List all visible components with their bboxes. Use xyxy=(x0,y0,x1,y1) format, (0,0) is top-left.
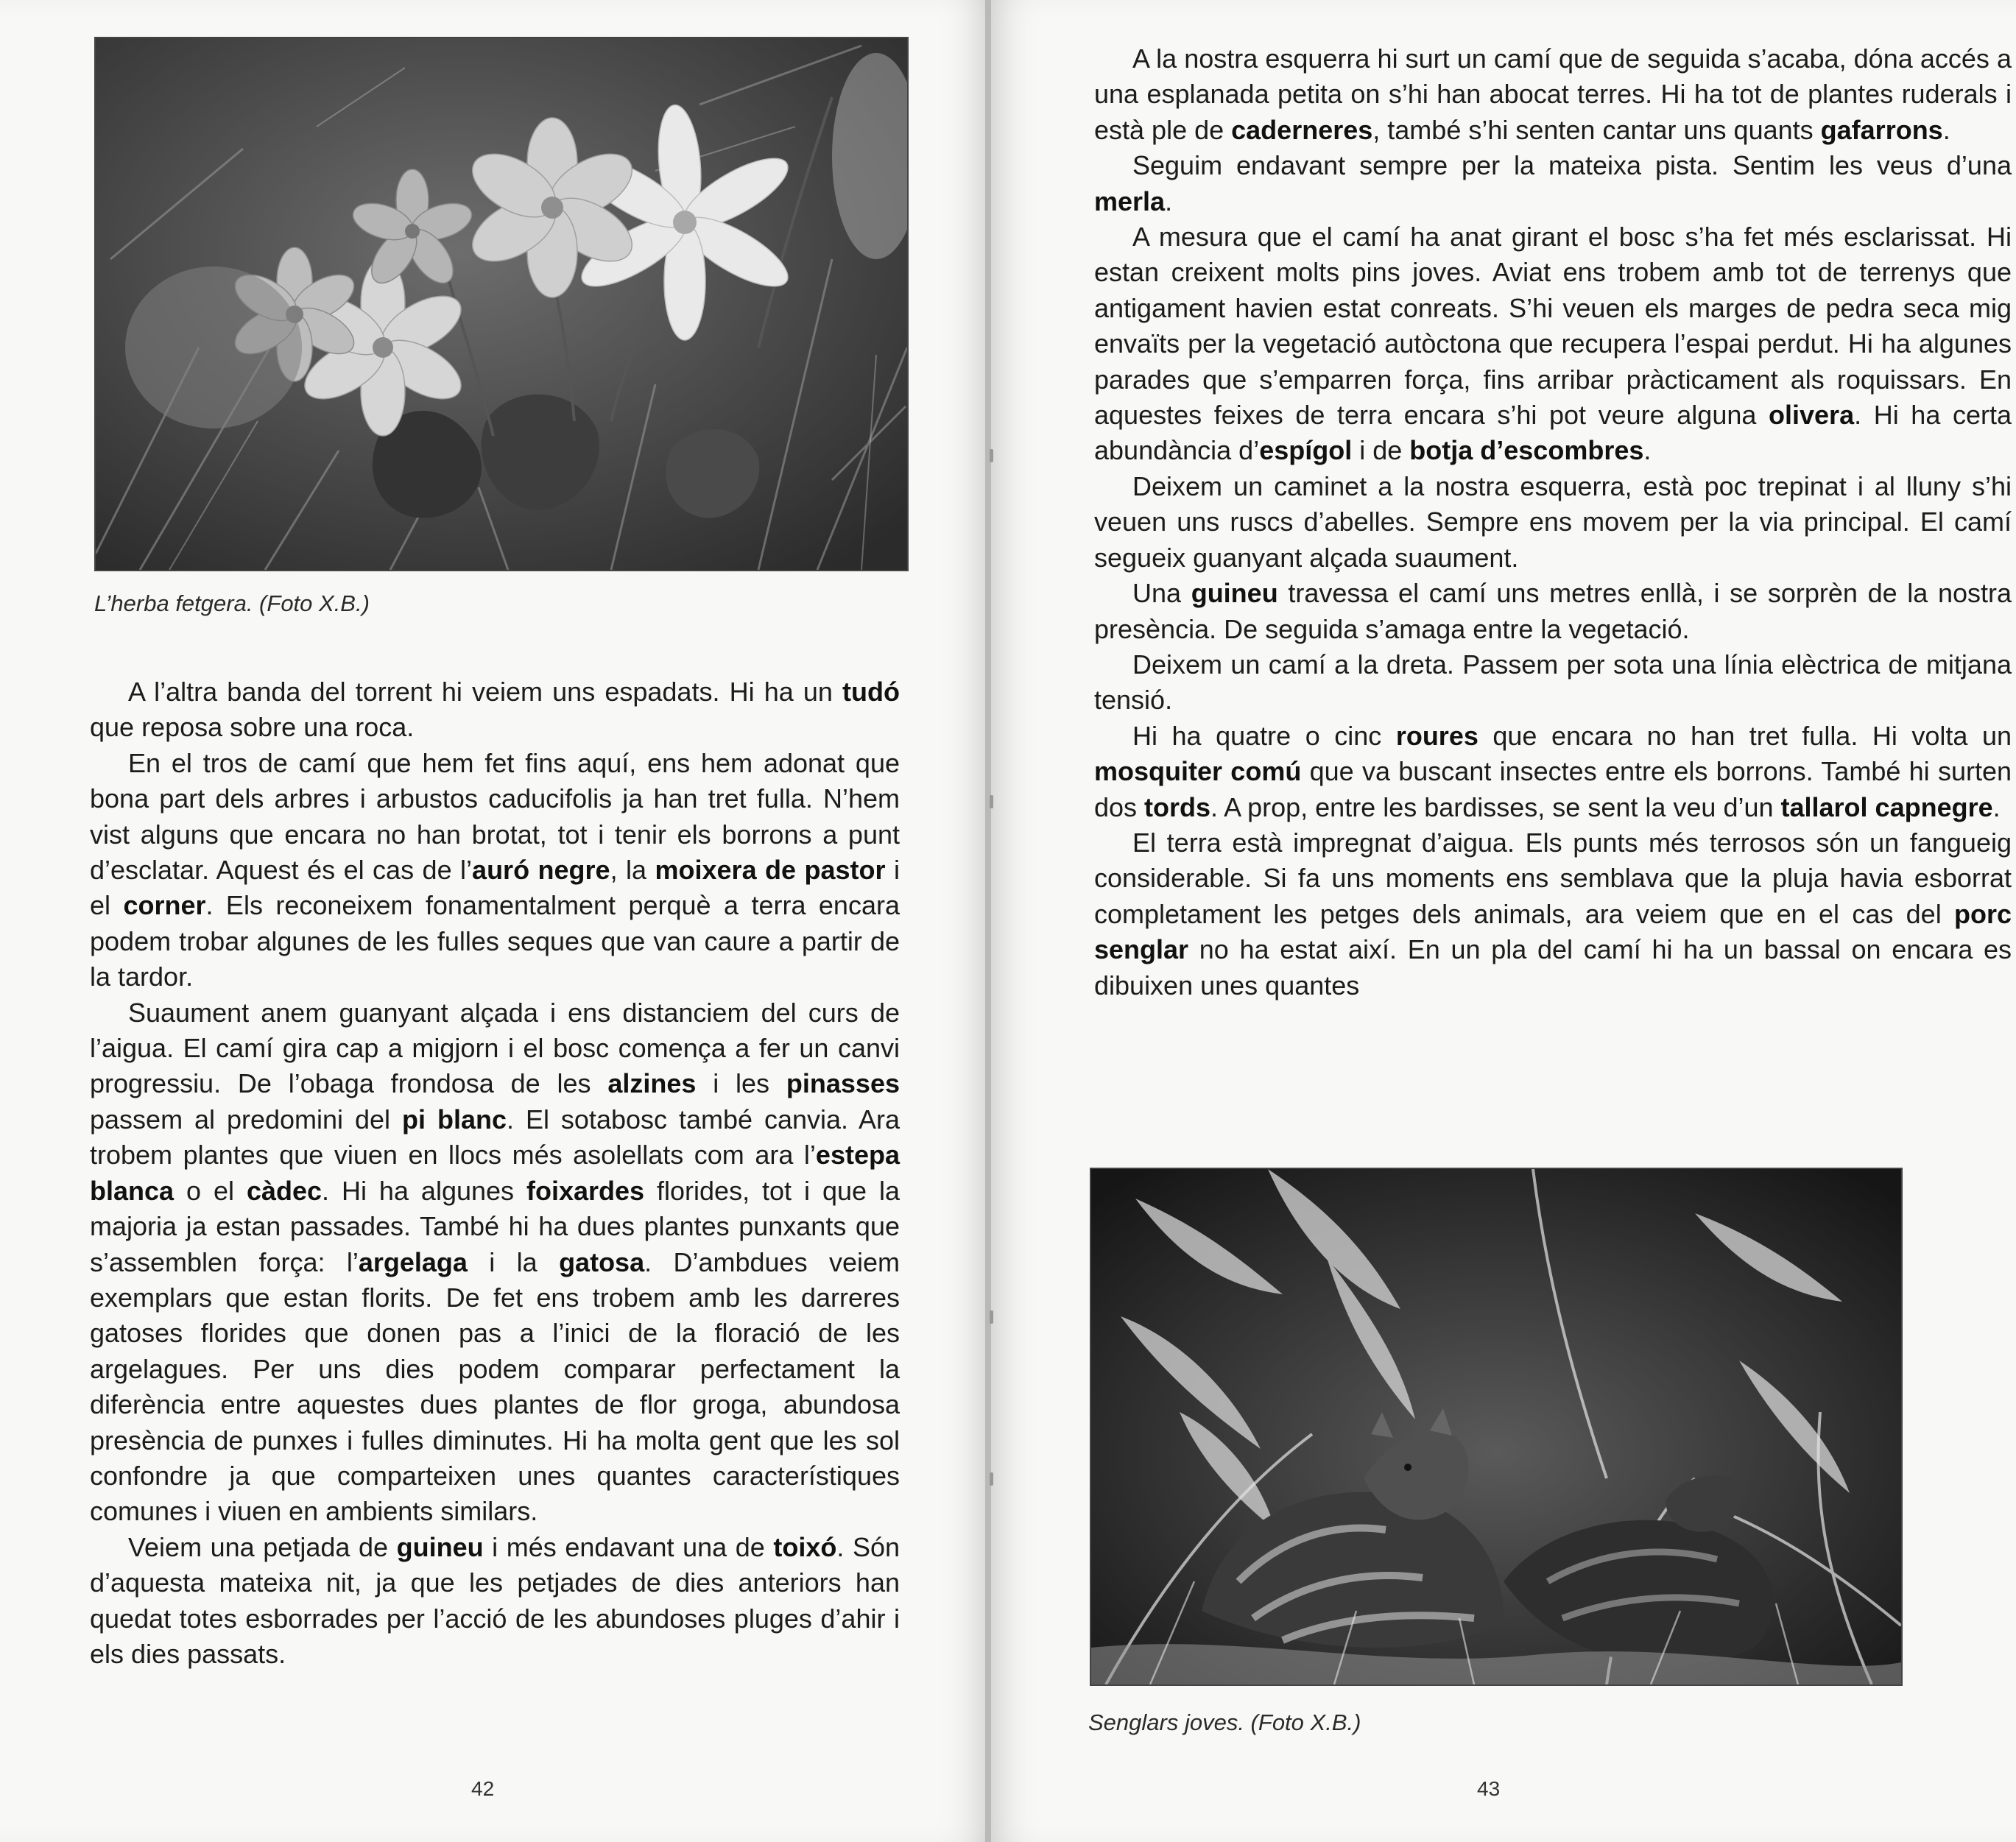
text-run: no ha estat així. En un pla del camí hi ha un bassal on encara es dibuixen unes quantes xyxy=(1094,934,2012,1001)
species-name: gatosa xyxy=(559,1246,645,1277)
text-run: Hi ha quatre o cinc xyxy=(1132,720,1396,751)
species-name: caderneres xyxy=(1231,114,1373,145)
text-run: Seguim endavant sempre per la mateixa pista. Sentim les veus d’una xyxy=(1132,150,2012,181)
binding-mark xyxy=(990,1472,993,1486)
right-page xyxy=(991,0,2016,1842)
species-name: espígol xyxy=(1259,435,1353,466)
text-run: A mesura que el camí ha anat girant el bosc s’ha fet més esclarissat. Hi estan creixent molts pins joves. Aviat ens trobem amb tot de terrenys que antigament havien estat conreats. S’hi veuen els marges de pedra seca mig envaïts per la vegetació autòctona que recupera l’espai perdut. Hi ha algunes parades que s’emparren força, fins arribar pràcticament als roquissars. En aquestes feixes de terra encara s’hi pot veure alguna xyxy=(1094,222,2012,431)
text-run: A la nostra esquerra hi surt un camí que de seguida s’acaba, dóna accés a una esplanada petita on s’hi han abocat terres. Hi ha tot de plantes ruderals i està ple de xyxy=(1094,43,2012,145)
text-run: que reposa sobre una roca. xyxy=(90,712,415,743)
wild-boar-photo-image xyxy=(1091,1169,1901,1684)
text-run: Deixem un caminet a la nostra esquerra, està poc trepinat i al lluny s’hi veuen uns ruscs d’abelles. Sempre ens movem per la via principal. El camí segueix guanyant alçada suaument. xyxy=(1094,470,2012,573)
text-run: . Hi ha algunes xyxy=(322,1175,526,1206)
species-name: corner xyxy=(123,890,206,921)
paragraph xyxy=(90,1530,900,1673)
binding-mark xyxy=(990,795,993,808)
species-name: tallarol capnegre xyxy=(1780,791,1993,822)
text-run: travessa el camí uns metres enllà, i se sorprèn de la nostra presència. De seguida s’amaga entre la vegetació. xyxy=(1094,578,2012,644)
species-name: auró negre xyxy=(472,855,610,886)
text-run: El terra està impregnat d’aigua. Els punts més terrosos són un fangueig considerable. Si fa uns moments ens semblava que la pluja havia esborrat completament les petges dels animals, ara veiem que en el cas del xyxy=(1094,827,2012,929)
species-name: tords xyxy=(1144,791,1211,822)
species-name: argelaga xyxy=(358,1246,468,1277)
text-run: que va buscant insectes entre els borrons. També hi surten dos xyxy=(1094,756,2012,822)
species-name: pi blanc xyxy=(402,1104,507,1135)
text-run: que encara no han tret fulla. Hi volta un xyxy=(1478,720,2012,751)
text-run: Veiem una petjada de xyxy=(128,1531,397,1562)
binding-mark xyxy=(990,1310,993,1324)
text-run: passem al predomini del xyxy=(90,1104,403,1135)
text-run: . xyxy=(1643,435,1652,466)
binding-mark xyxy=(990,449,993,462)
species-name: foixardes xyxy=(526,1175,645,1206)
text-run: florides, tot i que la majoria ja estan passades. També hi ha dues plantes punxants que s’assemblen força: l’ xyxy=(90,1175,900,1277)
paragraph xyxy=(1094,41,2012,148)
species-name: mosquiter comú xyxy=(1094,756,1302,787)
text-run: i les xyxy=(696,1068,786,1099)
paragraph xyxy=(1094,219,2012,469)
paragraph xyxy=(90,746,900,995)
photo-caption: L’herba fetgera. (Foto X.B.) xyxy=(94,590,370,616)
page-number: 43 xyxy=(1477,1777,1501,1800)
species-name: guineu xyxy=(1191,578,1278,609)
species-name: guineu xyxy=(396,1531,484,1562)
text-run: Deixem un camí a la dreta. Passem per sota una línia elèctrica de mitjana tensió. xyxy=(1094,649,2012,716)
text-run: . A prop, entre les bardisses, se sent la veu d’un xyxy=(1210,791,1781,822)
text-run: . D’ambdues veiem exemplars que estan florits. De fet ens trobem amb les darreres gatoses florides que donen pas a l’inici de la floració de les argelagues. Per uns dies podem comparar perfectament la diferència entre aquestes dues plantes de flor groga, abundosa presència de punxes i fulles diminutes. Hi ha molta gent que les sol confondre ja que comparteixen unes quantes característiques comunes i viuen en ambients similars. xyxy=(90,1246,900,1527)
species-name: roures xyxy=(1395,720,1478,751)
text-run: , també s’hi senten cantar uns quants xyxy=(1372,114,1821,145)
text-run: o el xyxy=(174,1175,247,1206)
species-name: moixera de pastor xyxy=(655,855,886,886)
flower-photo xyxy=(94,37,909,571)
wild-boar-piglets-photo xyxy=(1090,1168,1903,1686)
species-name: pinasses xyxy=(786,1068,900,1099)
right-page-text xyxy=(1094,41,2012,1003)
text-run: . Són d’aquesta mateixa nit, ja que les petjades de dies anteriors han quedat totes esborrades per l’acció de les abundoses pluges d’ahir i els dies passats. xyxy=(90,1531,900,1669)
text-run: i més endavant una de xyxy=(483,1531,774,1562)
page-number: 42 xyxy=(471,1777,495,1800)
species-name: càdec xyxy=(246,1175,323,1206)
text-run: Suaument anem guanyant alçada i ens distanciem del curs de l’aigua. El camí gira cap a migjorn i el bosc comença a fer un canvi progressiu. De l’obaga frondosa de les xyxy=(90,997,900,1099)
species-name: tudó xyxy=(842,677,900,707)
species-name: toixó xyxy=(773,1531,837,1562)
species-name: olivera xyxy=(1769,400,1855,431)
species-name: estepa blanca xyxy=(90,1140,900,1206)
text-run: i la xyxy=(467,1246,560,1277)
species-name: gafarrons xyxy=(1820,114,1943,145)
left-page xyxy=(0,0,988,1842)
text-run: En el tros de camí que hem fet fins aquí, ens hem adonat que bona part dels arbres i arbustos caducifolis ja han tret fulla. N’hem vist alguns que encara no han brotat, tot i tenir els borrons a punt d’esclatar. Aquest és el cas de l’ xyxy=(90,747,900,886)
species-name: botja d’escombres xyxy=(1409,435,1644,466)
text-run: Una xyxy=(1132,578,1191,609)
flower-photo-image xyxy=(96,38,907,570)
left-page-text xyxy=(90,674,900,1672)
species-name: merla xyxy=(1094,186,1166,216)
paragraph xyxy=(90,674,900,746)
paragraph xyxy=(1094,148,2012,219)
species-name: porc senglar xyxy=(1094,898,2012,965)
paragraph xyxy=(1094,647,2012,719)
species-name: alzines xyxy=(607,1068,697,1099)
text-run: , la xyxy=(610,855,655,886)
text-run: i de xyxy=(1352,435,1410,466)
paragraph xyxy=(1094,469,2012,576)
text-run: . Els reconeixem fonamentalment perquè a terra encara podem trobar algunes de les fulles seques que van caure a partir de la tardor. xyxy=(90,890,900,992)
paragraph xyxy=(90,995,900,1530)
text-run: . xyxy=(1942,114,1950,145)
text-run: i el xyxy=(90,855,900,921)
paragraph xyxy=(1094,825,2012,1003)
paragraph xyxy=(1094,719,2012,825)
text-run: . Hi ha certa abundància d’ xyxy=(1094,400,2012,466)
text-run: A l’altra banda del torrent hi veiem uns espadats. Hi ha un xyxy=(128,677,843,707)
text-run: . xyxy=(1165,186,1173,216)
photo-caption: Senglars joves. (Foto X.B.) xyxy=(1088,1709,1361,1735)
text-run: . El sotabosc també canvia. Ara trobem plantes que viuen en llocs més asolellats com ara l’ xyxy=(90,1104,900,1171)
paragraph xyxy=(1094,576,2012,647)
text-run: . xyxy=(1992,791,2001,822)
